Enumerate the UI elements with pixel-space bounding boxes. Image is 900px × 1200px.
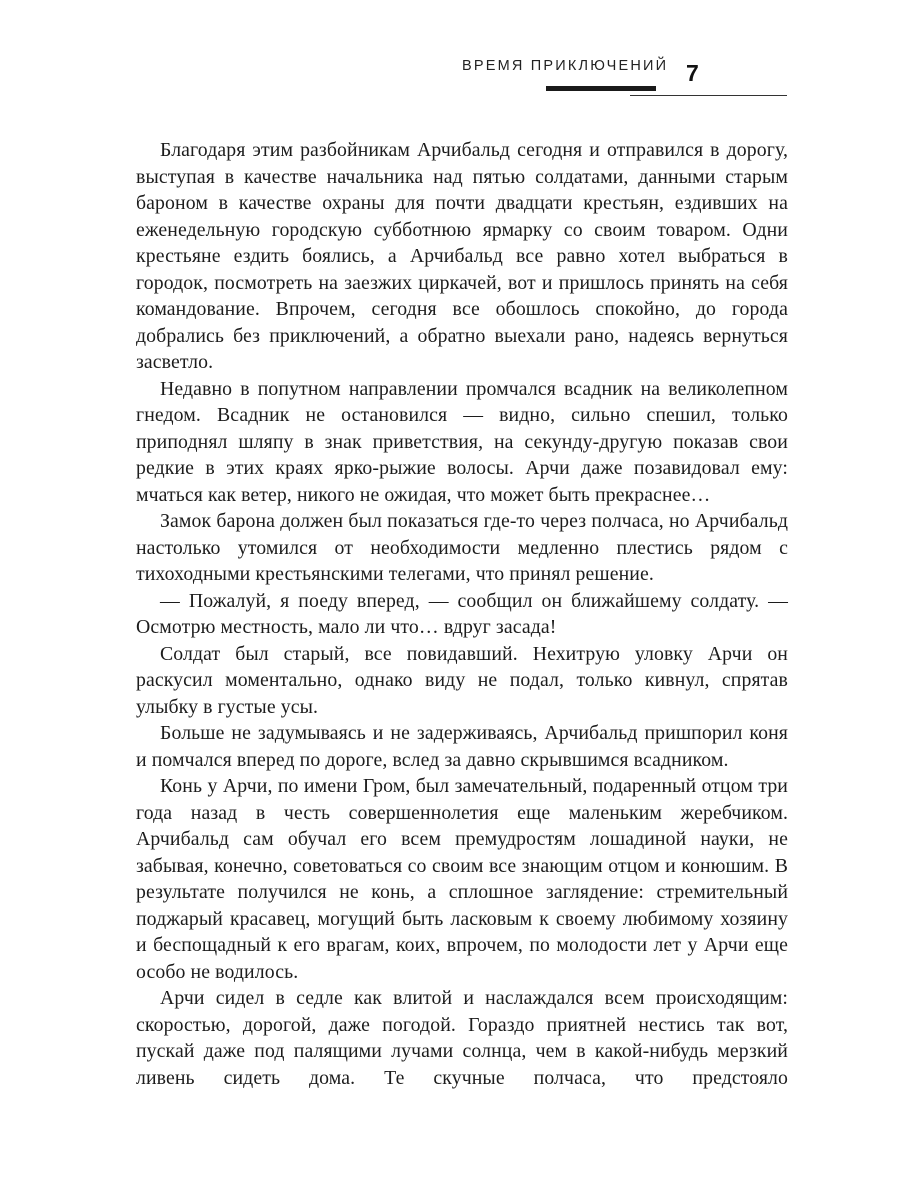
paragraph-2: Недавно в попутном направлении промчался всадник на великолепном гнедом. Всадник не остановился — видно, сильно спешил, только приподнял шляпу в знак приветствия, на секунду-другую показав свои редкие в этих краях ярко-рыжие волосы. Арчи даже позавидовал ему: мчаться как ветер, никого не ожидая, что может быть прекраснее…	[136, 377, 788, 506]
header-thin-rule	[630, 95, 787, 96]
paragraph-6: Больше не задумываясь и не задерживаясь, Арчибальд пришпорил коня и помчался вперед по дороге, вслед за давно скрывшимся всадником.	[136, 722, 788, 771]
body-text	[136, 137, 788, 1091]
header-thick-rule	[546, 86, 656, 91]
page-number: 7	[686, 60, 699, 86]
page-header	[0, 0, 900, 110]
running-title: ВРЕМЯ ПРИКЛЮЧЕНИЙ	[462, 58, 669, 74]
paragraph-5: Солдат был старый, все повидавший. Нехитрую уловку Арчи он раскусил моментально, однако виду не подал, только кивнул, спрятав улыбку в густые усы.	[136, 642, 788, 718]
paragraph-8: Арчи сидел в седле как влитой и наслаждался всем происходящим: скоростью, дорогой, даже погодой. Гораздо приятней нестись так вот, пускай даже под палящими лучами солнца, чем в какой-нибудь мерзкий ливень сидеть дома. Те скучные полчаса, что предстояло	[136, 987, 788, 1089]
paragraph-7: Конь у Арчи, по имени Гром, был замечательный, подаренный отцом три года назад в честь совершеннолетия еще маленьким жеребчиком. Арчибальд сам обучал его всем премудростям лошадиной науки, не забывая, конечно, советоваться со своим все знающим отцом и конюшим. В результате получился не конь, а сплошное заглядение: стремительный поджарый красавец, могущий быть ласковым к своему любимому хозяину и беспощадный к его врагам, коих, впрочем, по молодости лет у Арчи еще особо не водилось.	[136, 775, 788, 983]
paragraph-3: Замок барона должен был показаться где-то через полчаса, но Арчибальд настолько утомился от необходимости медленно плестись рядом с тихоходными крестьянскими телегами, что принял решение.	[136, 510, 788, 585]
paragraph-1: Благодаря этим разбойникам Арчибальд сегодня и отправился в дорогу, выступая в качестве начальника над пятью солдатами, данными старым бароном в качестве охраны для почти двадцати крестьян, ездивших на еженедельную городскую субботнюю ярмарку со своим товаром. Одни крестьяне ездить боялись, а Арчибальд все равно хотел выбраться в городок, посмотреть на заезжих циркачей, вот и пришлось принять на себя командование. Впрочем, сегодня все обошлось спокойно, до города добрались без приключений, а обратно выехали рано, надеясь вернуться засветло.	[136, 139, 788, 373]
paragraph-4: — Пожалуй, я поеду вперед, — сообщил он ближайшему солдату. — Осмотрю местность, мало ли что… вдруг засада!	[136, 589, 788, 638]
